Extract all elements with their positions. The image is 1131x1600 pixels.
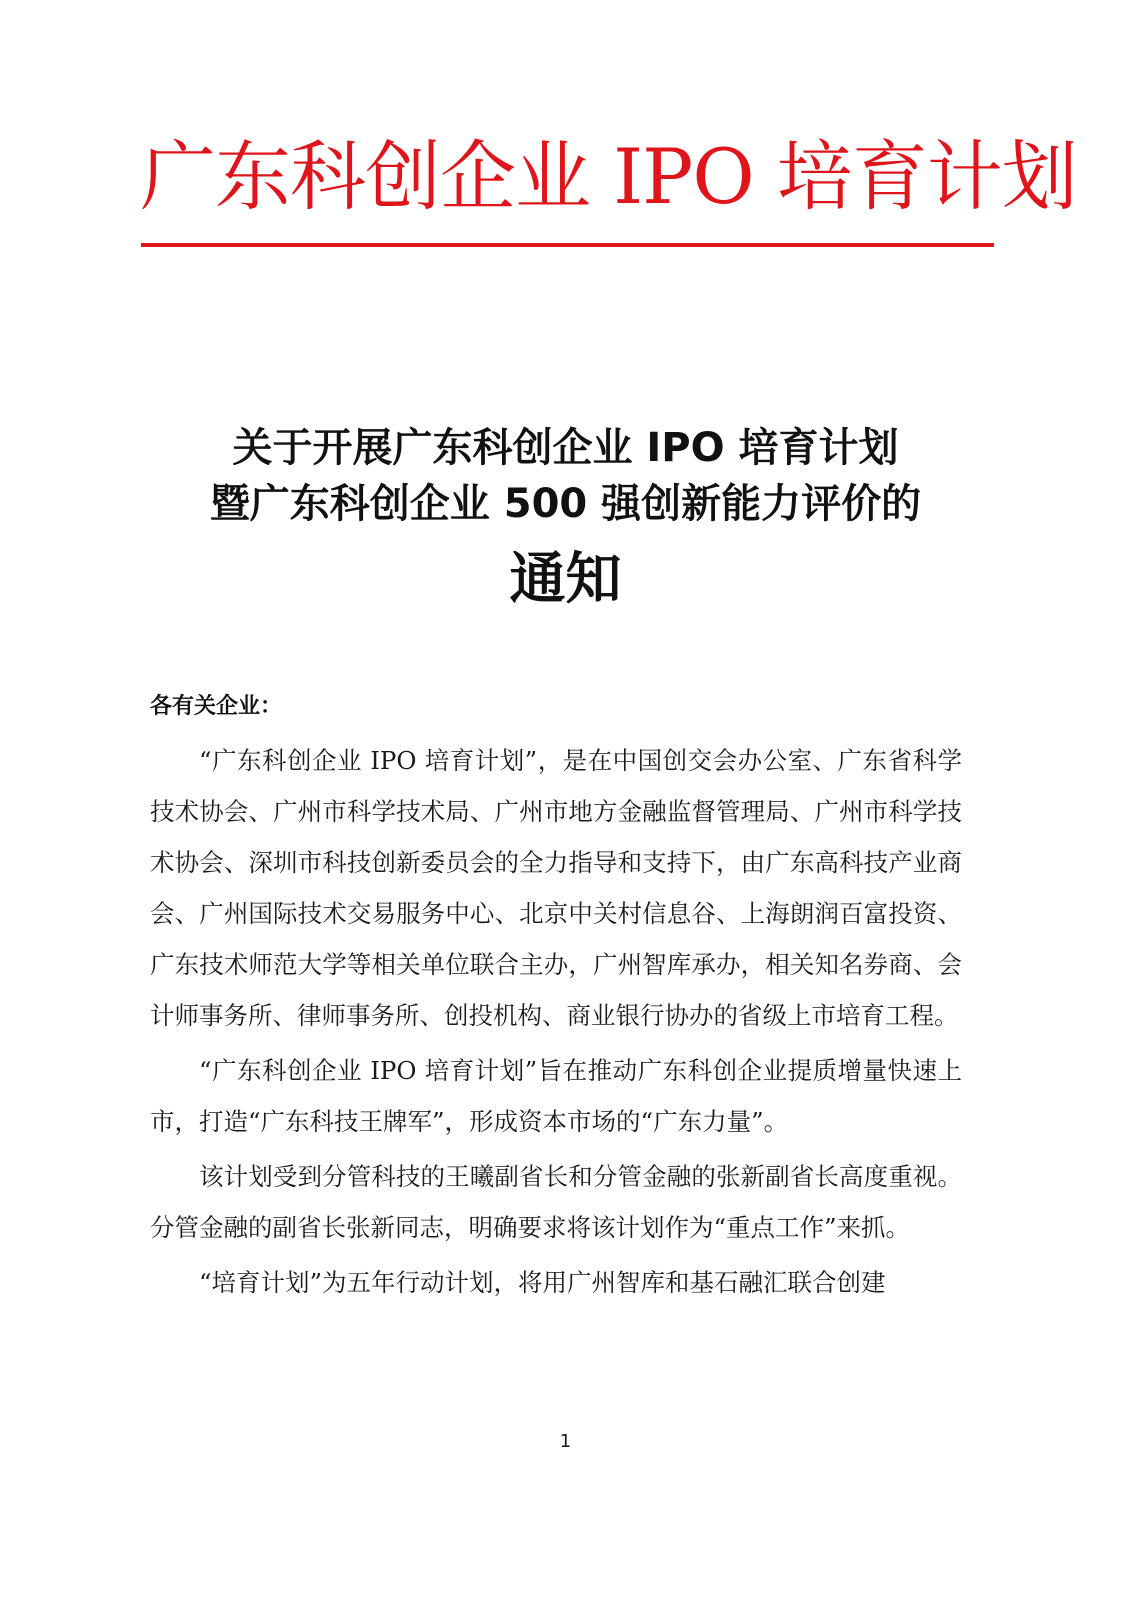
body-paragraph: “广东科创企业 IPO 培育计划”，是在中国创交会办公室、广东省科学技术协会、广州市科学技术局、广州市地方金融监督管理局、广州市科学技术协会、深圳市科技创新委员会的全力指导和支持下，由广东高科技产业商会、广州国际技术交易服务中心、北京中关村信息谷、上海朗润百富投资、广东技术师范大学等相关单位联合主办，广州智库承办，相关知名券商、会计师事务所、律师事务所、创投机构、商业银行协办的省级上市培育工程。	[150, 746, 962, 1030]
page-number: 1	[559, 1431, 572, 1452]
banner-divider	[141, 243, 994, 247]
notice-heading-line-1: 关于开展广东科创企业 IPO 培育计划	[232, 425, 899, 471]
body-paragraph: “培育计划”为五年行动计划，将用广州智库和基石融汇联合创建	[199, 1268, 886, 1297]
notice-body	[150, 735, 962, 1312]
body-paragraph: 该计划受到分管科技的王曦副省长和分管金融的张新副省长高度重视。分管金融的副省长张新同志，明确要求将该计划作为“重点工作”来抓。	[150, 1162, 962, 1242]
body-paragraph: “广东科创企业 IPO 培育计划”旨在推动广东科创企业提质增量快速上市，打造“广东科技王牌军”，形成资本市场的“广东力量”。	[150, 1056, 962, 1136]
salutation: 各有关企业：	[150, 694, 283, 719]
banner-title: 广东科创企业 IPO 培育计划	[140, 132, 1077, 221]
notice-heading-line-2: 暨广东科创企业 500 强创新能力评价的	[209, 481, 922, 527]
notice-heading-tongzhi: 通知	[509, 547, 622, 612]
